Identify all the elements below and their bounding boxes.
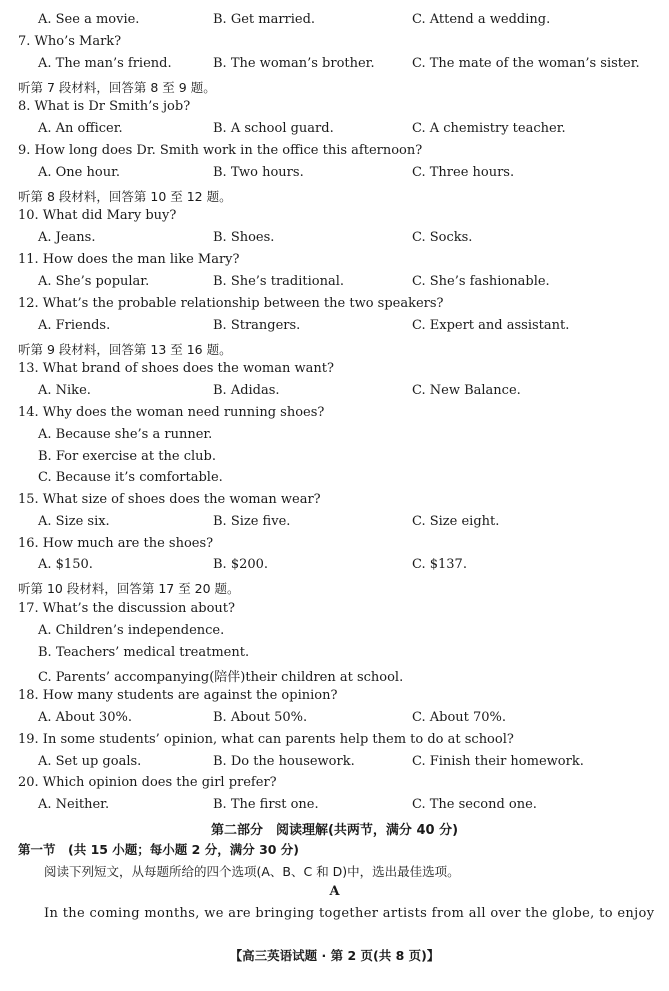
answer-options-row	[0, 12, 669, 32]
question-row	[0, 208, 669, 228]
listening-instruction: 听第 10 段材料，回答第 17 至 20 题。	[18, 581, 240, 596]
question-text: 10. What did Mary buy?	[18, 208, 177, 223]
option-b: B. Get married.	[213, 12, 316, 27]
answer-options-row	[0, 318, 669, 338]
listening-instruction-row	[0, 78, 669, 98]
option-c: C. About 70%.	[412, 710, 507, 725]
reading-instruction: 阅读下列短文，从每题所给的四个选项(A、B、C 和 D)中，选出最佳选项。	[44, 864, 460, 879]
option-b: B. Do the housework.	[213, 754, 355, 769]
passage-text-row	[0, 906, 669, 926]
question-row	[0, 99, 669, 119]
question-text: 16. How much are the shoes?	[18, 536, 214, 551]
option-b: B. $200.	[213, 557, 269, 572]
option-c: C. New Balance.	[412, 383, 521, 398]
answer-option-row	[0, 623, 669, 643]
option-a: A. The man’s friend.	[38, 56, 172, 71]
question-row	[0, 296, 669, 316]
answer-options-row	[0, 56, 669, 76]
option-a: A. She’s popular.	[38, 274, 150, 289]
question-text: 20. Which opinion does the girl prefer?	[18, 775, 277, 790]
question-row	[0, 601, 669, 621]
option-a: A. See a movie.	[38, 12, 140, 27]
passage-text: In the coming months, we are bringing together artists from all over the globe, to enjoy	[44, 906, 655, 921]
option-b: B. Adidas.	[213, 383, 280, 398]
answer-options-row	[0, 230, 669, 250]
option-b: B. The woman’s brother.	[213, 56, 375, 71]
reading-instruction-row	[0, 862, 669, 882]
answer-options-row	[0, 797, 669, 817]
question-row	[0, 405, 669, 425]
question-text: 8. What is Dr Smith’s job?	[18, 99, 191, 114]
option-a: A. An officer.	[38, 121, 123, 136]
question-text: 9. How long does Dr. Smith work in the office this afternoon?	[18, 143, 423, 158]
option-b: B. Two hours.	[213, 165, 304, 180]
question-row	[0, 732, 669, 752]
answer-option-row	[0, 449, 669, 469]
subsection-title: 第一节 (共 15 小题；每小题 2 分，满分 30 分)	[18, 842, 300, 857]
answer-options-row	[0, 121, 669, 141]
question-row	[0, 34, 669, 54]
question-row	[0, 492, 669, 512]
answer-options-row	[0, 754, 669, 774]
option-c: C. Expert and assistant.	[412, 318, 570, 333]
option-c: C. Attend a wedding.	[412, 12, 551, 27]
option-c: C. Three hours.	[412, 165, 515, 180]
option-c: C. The mate of the woman’s sister.	[412, 56, 640, 71]
answer-option: A. Children’s independence.	[38, 623, 225, 638]
question-text: 15. What size of shoes does the woman wear?	[18, 492, 321, 507]
answer-option-row	[0, 666, 669, 686]
question-row	[0, 143, 669, 163]
subsection-title-row	[0, 840, 669, 860]
passage-label: A	[329, 884, 340, 899]
question-text: 7. Who’s Mark?	[18, 34, 122, 49]
option-c: C. Finish their homework.	[412, 754, 584, 769]
passage-label-row	[0, 884, 669, 904]
answer-option: B. Teachers’ medical treatment.	[38, 645, 250, 660]
option-a: A. One hour.	[38, 165, 120, 180]
question-row	[0, 688, 669, 708]
option-a: A. Set up goals.	[38, 754, 142, 769]
answer-options-row	[0, 557, 669, 577]
answer-option: B. For exercise at the club.	[38, 449, 216, 464]
option-a: A. Neither.	[38, 797, 110, 812]
listening-instruction-row	[0, 187, 669, 207]
answer-options-row	[0, 710, 669, 730]
option-a: A. About 30%.	[38, 710, 132, 725]
answer-options-row	[0, 514, 669, 534]
answer-option: C. Because it’s comfortable.	[38, 470, 223, 485]
option-a: A. Nike.	[38, 383, 91, 398]
option-a: A. $150.	[38, 557, 93, 572]
question-text: 12. What’s the probable relationship between the two speakers?	[18, 296, 444, 311]
answer-option-row	[0, 427, 669, 447]
option-c: C. She’s fashionable.	[412, 274, 550, 289]
answer-option: C. Parents’ accompanying(陪伴)their children at school.	[38, 670, 404, 685]
question-row	[0, 361, 669, 381]
listening-instruction: 听第 9 段材料，回答第 13 至 16 题。	[18, 342, 232, 357]
listening-instruction-row	[0, 579, 669, 599]
question-row	[0, 775, 669, 795]
answer-options-row	[0, 165, 669, 185]
option-b: B. Shoes.	[213, 230, 275, 245]
option-b: B. The first one.	[213, 797, 319, 812]
question-text: 17. What’s the discussion about?	[18, 601, 235, 616]
option-c: C. $137.	[412, 557, 467, 572]
question-text: 13. What brand of shoes does the woman want?	[18, 361, 334, 376]
option-b: B. About 50%.	[213, 710, 308, 725]
question-text: 14. Why does the woman need running shoes?	[18, 405, 325, 420]
option-a: A. Size six.	[38, 514, 110, 529]
listening-instruction-row	[0, 340, 669, 360]
listening-instruction: 听第 7 段材料，回答第 8 至 9 题。	[18, 80, 216, 95]
option-b: B. Size five.	[213, 514, 291, 529]
option-b: B. A school guard.	[213, 121, 334, 136]
option-a: A. Friends.	[38, 318, 111, 333]
question-text: 11. How does the man like Mary?	[18, 252, 240, 267]
answer-options-row	[0, 274, 669, 294]
option-c: C. Size eight.	[412, 514, 500, 529]
option-c: C. Socks.	[412, 230, 473, 245]
option-c: C. The second one.	[412, 797, 537, 812]
answer-option: A. Because she’s a runner.	[38, 427, 213, 442]
question-text: 18. How many students are against the opinion?	[18, 688, 338, 703]
option-a: A. Jeans.	[38, 230, 96, 245]
question-row	[0, 252, 669, 272]
page-footer: 【高三英语试题 · 第 2 页(共 8 页)】	[229, 948, 440, 963]
question-row	[0, 536, 669, 556]
section-title: 第二部分 阅读理解(共两节，满分 40 分)	[210, 823, 459, 838]
option-b: B. Strangers.	[213, 318, 301, 333]
option-b: B. She’s traditional.	[213, 274, 345, 289]
section-title-row	[0, 819, 669, 839]
listening-instruction: 听第 8 段材料，回答第 10 至 12 题。	[18, 189, 232, 204]
answer-option-row	[0, 470, 669, 490]
option-c: C. A chemistry teacher.	[412, 121, 566, 136]
answer-options-row	[0, 383, 669, 403]
question-text: 19. In some students’ opinion, what can parents help them to do at school?	[18, 732, 514, 747]
answer-option-row	[0, 645, 669, 665]
